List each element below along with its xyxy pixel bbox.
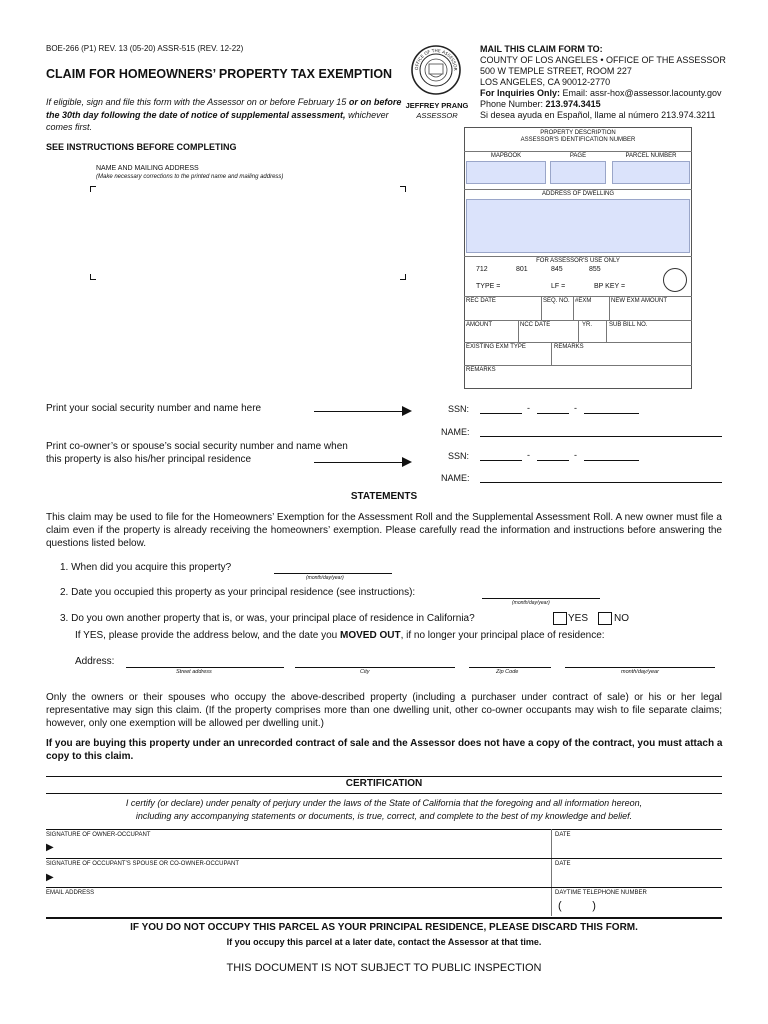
arrow-icon — [314, 462, 402, 463]
property-subtitle: ASSESSOR'S IDENTIFICATION NUMBER — [520, 137, 636, 143]
spouse-date-field[interactable] — [555, 869, 721, 887]
assessor-name: JEFFREY PRANG — [405, 101, 469, 110]
parcel-label: PARCEL NUMBER — [625, 153, 677, 159]
pointer-icon: ▶ — [46, 872, 54, 883]
property-title: PROPERTY DESCRIPTION — [540, 130, 616, 136]
name-label-2: NAME: — [441, 473, 470, 483]
mail-to-block — [480, 44, 726, 121]
coowner-name-field[interactable] — [480, 482, 722, 483]
form-number: BOE-266 (P1) REV. 13 (05-20) ASSR-515 (REV. 12-22) — [46, 44, 244, 53]
ssn-field-part1[interactable] — [480, 413, 522, 414]
mail-to-heading: MAIL THIS CLAIM FORM TO: — [480, 44, 603, 54]
mail-to-line2: 500 W TEMPLE STREET, ROOM 227 — [480, 66, 632, 76]
code-712: 712 — [476, 266, 488, 273]
ssn-prompt-owner: Print your social security number and name here — [46, 403, 262, 414]
question-1: 1. When did you acquire this property? — [60, 562, 232, 573]
coowner-ssn-field-part1[interactable] — [480, 460, 522, 461]
name-label: NAME: — [441, 427, 470, 437]
rec-date-label: REC DATE — [466, 298, 496, 304]
arrow-icon — [314, 411, 402, 412]
spouse-signature-label: SIGNATURE OF OCCUPANT’S SPOUSE OR CO-OWNER-OCCUPANT — [46, 861, 240, 867]
page-label: PAGE — [569, 153, 587, 159]
discard-notice: IF YOU DO NOT OCCUPY THIS PARCEL AS YOUR PRINCIPAL RESIDENCE, PLEASE DISCARD THIS FORM. — [130, 922, 638, 933]
ssn-label: SSN: — [448, 404, 470, 414]
new-exm-amount-label: NEW EXM AMOUNT — [611, 298, 668, 304]
assessor-role: ASSESSOR — [416, 111, 458, 120]
ssn-prompt-coowner: Print co-owner’s or spouse’s social security number and name when this property is also his/her principal residence — [46, 441, 348, 465]
existing-exm-type-label: EXISTING EXM TYPE — [466, 344, 526, 350]
city-hint: City — [360, 669, 370, 675]
bpkey-label: BP KEY = — [594, 283, 626, 290]
question-3b: If YES, please provide the address below, and the date you MOVED OUT, if no longer your principal place of residence: — [75, 630, 605, 641]
phone-label: DAYTIME TELEPHONE NUMBER — [555, 890, 647, 896]
deadline-text: If eligible, sign and file this form with the Assessor on or before February 15 or on before the 30th day following the date of notice of supplemental assessment, whichever comes first. — [46, 97, 402, 132]
inquiries-line: For Inquiries Only: Email: assr-hox@assessor.lacounty.gov — [480, 88, 722, 98]
email-field[interactable] — [46, 898, 550, 916]
mail-to-line3: LOS ANGELES, CA 90012-2770 — [480, 77, 611, 87]
certification-text: I certify (or declare) under penalty of perjury under the laws of the State of California that the foregoing and all information hereon, including any accompanying statements or documents, is true, correct, and complete to the best of my knowledge and belief. — [125, 798, 643, 821]
spanish-line: Si desea ayuda en Español, llame al número 213.974.3211 — [480, 110, 716, 120]
dwelling-address-field[interactable] — [466, 199, 690, 253]
owner-signature-label: SIGNATURE OF OWNER-OCCUPANT — [46, 832, 151, 838]
address-field-label: Address: — [75, 656, 115, 667]
see-instructions: SEE INSTRUCTIONS BEFORE COMPLETING — [46, 142, 237, 152]
date-hint-2: month/day/year — [621, 669, 659, 675]
date-hint: (month/day/year) — [512, 600, 550, 606]
mapbook-label: MAPBOOK — [490, 153, 522, 159]
corner-mark — [90, 274, 96, 280]
no-checkbox[interactable] — [598, 612, 612, 625]
ssn-dash: - — [574, 450, 577, 460]
certification-heading: CERTIFICATION — [345, 778, 423, 789]
date-label-2: DATE — [555, 861, 571, 867]
city-field[interactable] — [295, 667, 455, 668]
question-2: 2. Date you occupied this property as your principal residence (see instructions): — [60, 587, 416, 598]
yes-label: YES — [568, 613, 589, 624]
remarks-label-2: REMARKS — [466, 367, 496, 373]
corner-mark — [400, 186, 406, 192]
address-note: (Make necessary corrections to the printed name and mailing address) — [96, 174, 284, 180]
occupied-date-field[interactable] — [482, 598, 600, 599]
statements-heading: STATEMENTS — [350, 491, 418, 502]
acquire-date-field[interactable] — [274, 573, 392, 574]
ssn-dash: - — [574, 403, 577, 413]
email-label: EMAIL ADDRESS — [46, 890, 95, 896]
owner-date-field[interactable] — [555, 840, 721, 858]
occupy-later-notice: If you occupy this parcel at a later date, contact the Assessor at that time. — [226, 937, 542, 947]
assessor-use-label: FOR ASSESSOR'S USE ONLY — [536, 258, 620, 264]
zip-code-field[interactable] — [469, 667, 551, 668]
amount-label: AMOUNT — [466, 322, 492, 328]
yes-checkbox[interactable] — [553, 612, 567, 625]
owner-name-field[interactable] — [480, 436, 722, 437]
assessor-seal — [410, 44, 462, 96]
coowner-ssn-field-part3[interactable] — [584, 460, 639, 461]
statements-intro: This claim may be used to file for the Homeowners’ Exemption for the Assessment Roll and the Supplemental Assessment Roll. A new owner must file a claim even if the property is already receiving the homeowners’ exemption. Please carefully read the information and instructions before answering the questions listed below. — [46, 512, 722, 549]
page-field[interactable] — [550, 161, 606, 184]
date-hint: (month/day/year) — [306, 575, 344, 581]
code-801: 801 — [516, 266, 528, 273]
parcel-number-field[interactable] — [612, 161, 690, 184]
mapbook-field[interactable] — [466, 161, 546, 184]
remarks-label-1: REMARKS — [554, 344, 584, 350]
ssn-field-part3[interactable] — [584, 413, 639, 414]
coowner-ssn-field-part2[interactable] — [537, 460, 569, 461]
yr-label: YR. — [582, 322, 593, 328]
bpkey-circle — [663, 268, 687, 292]
owners-paragraph: Only the owners or their spouses who occupy the above-described property (including a purchaser under contract of sale) or his or her legal representative may sign this claim. (If the property comprises more than one dwelling unit, other co-owner occupants may wish to file separate claims; however, only one exemption will be allowed per dwelling unit.) — [46, 692, 722, 729]
phone-line: Phone Number: 213.974.3415 — [480, 99, 601, 109]
lf-label: LF = — [551, 283, 566, 290]
phone-field[interactable]: ( ) — [558, 900, 596, 912]
street-address-field[interactable] — [126, 667, 284, 668]
zip-hint: Zip Code — [496, 669, 519, 675]
mail-to-line1: COUNTY OF LOS ANGELES • OFFICE OF THE ASSESSOR — [480, 55, 726, 65]
corner-mark — [90, 186, 96, 192]
ssn-field-part2[interactable] — [537, 413, 569, 414]
ssn-dash: - — [527, 403, 530, 413]
seal-text: OFFICE OF THE ASSESSOR — [414, 48, 458, 71]
contract-paragraph: If you are buying this property under an unrecorded contract of sale and the Assessor does not have a copy of the contract, you must attach a copy to this claim. — [46, 738, 723, 762]
address-label: NAME AND MAILING ADDRESS — [96, 165, 199, 172]
code-845: 845 — [551, 266, 563, 273]
owner-signature-field[interactable] — [46, 840, 550, 858]
exm-label: #EXM — [575, 298, 592, 304]
type-label: TYPE = — [476, 283, 501, 290]
ncc-date-label: NCC DATE — [520, 322, 551, 328]
date-label-1: DATE — [555, 832, 571, 838]
code-855: 855 — [589, 266, 601, 273]
public-inspection-notice: THIS DOCUMENT IS NOT SUBJECT TO PUBLIC INSPECTION — [226, 962, 542, 974]
corner-mark — [400, 274, 406, 280]
seq-no-label: SEQ. NO. — [543, 298, 570, 304]
pointer-icon: ▶ — [46, 842, 54, 853]
spouse-signature-field[interactable] — [46, 869, 550, 887]
street-hint: Street address — [176, 669, 212, 675]
dwelling-address-label: ADDRESS OF DWELLING — [541, 191, 614, 197]
form-title: CLAIM FOR HOMEOWNERS’ PROPERTY TAX EXEMPTION — [46, 67, 393, 81]
ssn-label-2: SSN: — [448, 451, 470, 461]
question-3: 3. Do you own another property that is, or was, your principal place of residence in California? — [60, 613, 475, 624]
sub-bill-label: SUB BILL NO. — [609, 322, 648, 328]
moved-out-date-field[interactable] — [565, 667, 715, 668]
no-label: NO — [614, 613, 629, 624]
ssn-dash: - — [527, 450, 530, 460]
